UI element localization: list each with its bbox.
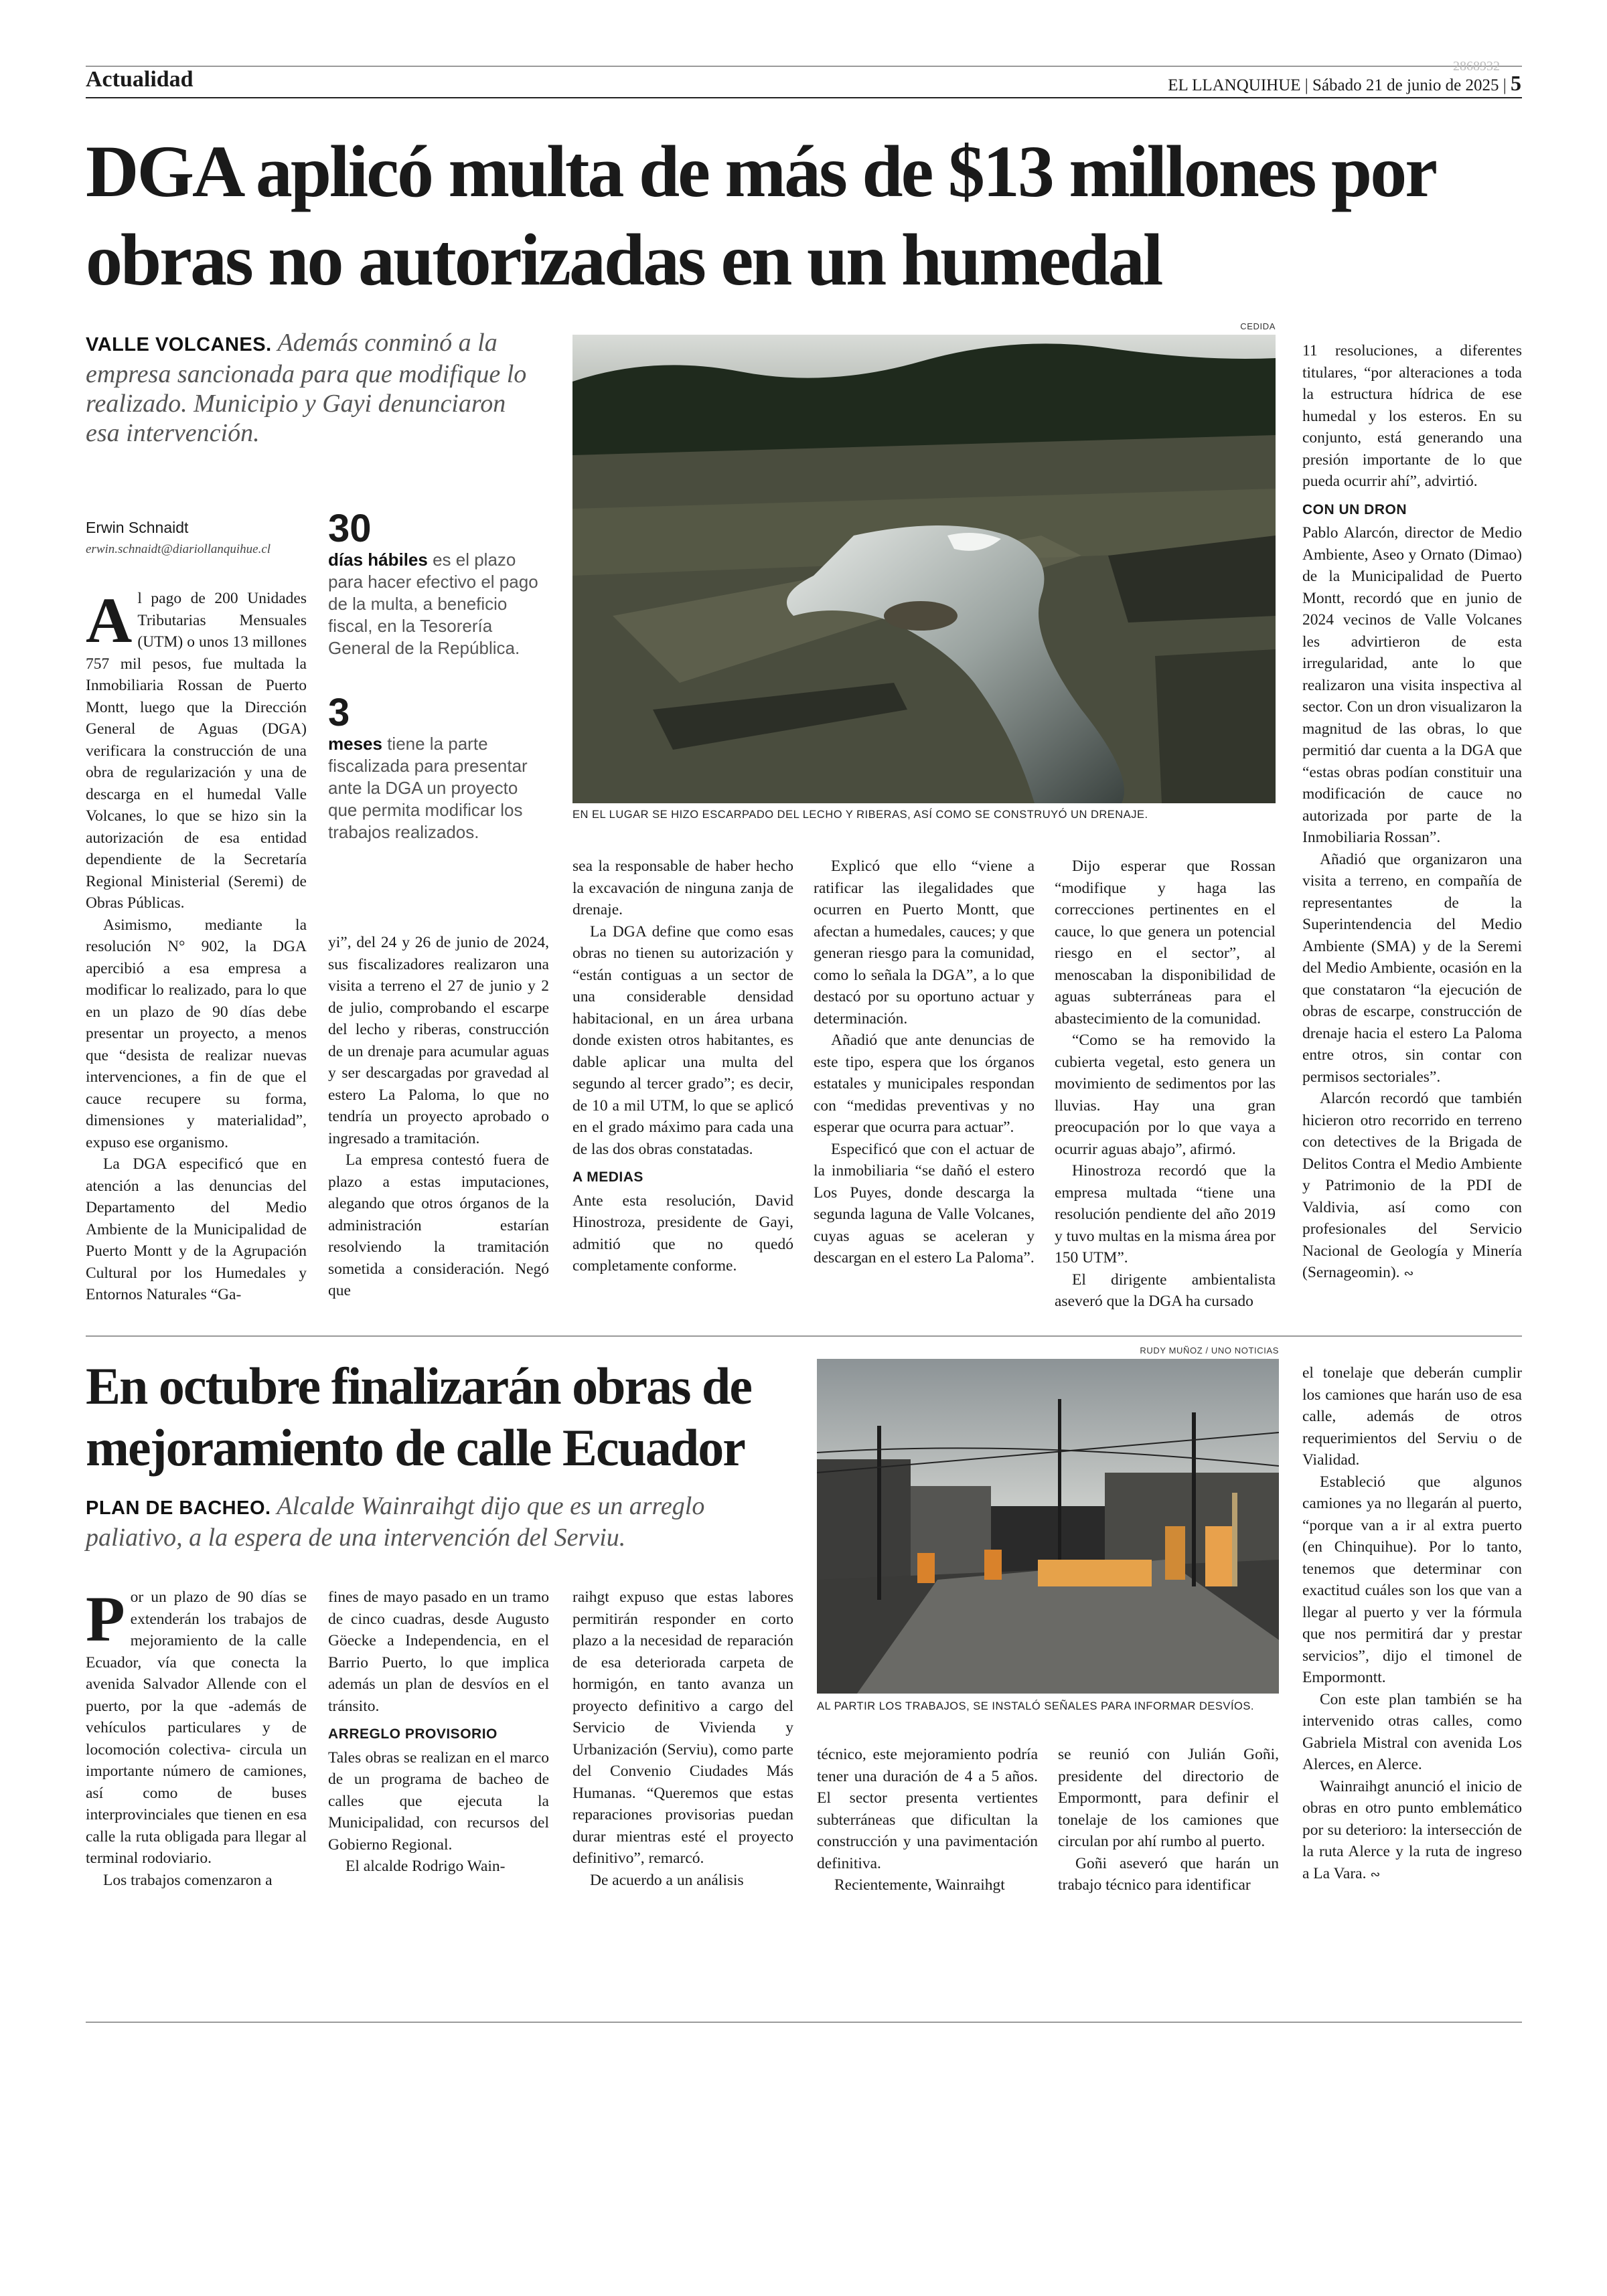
a1c4-p1: Explicó que ello “viene a ratificar las ilegalidades que ocurren en Puerto Montt, que afectan a humedales, cauces; y que generan riesgo para la comunidad, como lo señala la DGA”, a lo que destacó por su oportuno actuar y determinación. [814,857,1035,1028]
wetland-image [572,335,1276,803]
masthead: EL LLANQUIHUE [1168,76,1301,94]
photo-credit-2: RUDY MUÑOZ / UNO NOTICIAS [1140,1345,1279,1356]
deck-tag-2: PLAN DE BACHEO. [86,1497,271,1519]
a1c2-p1: yi”, del 24 y 26 de junio de 2024, sus fiscalizadores realizaron una visita a terreno el 27 de junio y 2 de julio, comprobando el escarpe del lecho y riberas, construcción de un drenaje para acumular aguas y ser descargadas por gravedad al estero La Paloma, lo que no tendría un proyecto aprobado o ingresado a tramitación. [328,934,549,1147]
a1c5-p1: Dijo esperar que Rossan “modifique y haga las correcciones pertinentes en el cauce, lo que genera un potencial riesgo en el sector”, al menoscaban la disponibilidad de aguas subterráneas para el abastecimiento de la comunidad. [1055,857,1276,1028]
article2-col-2 [328,1586,549,1878]
fact-bold-1: días hábiles [328,550,428,570]
section-label: Actualidad [86,67,194,92]
a2c2-p3: El alcalde Rodrigo Wain- [346,1858,506,1875]
fact-text-1 [328,549,549,659]
article-divider [86,1335,1522,1337]
deck-2 [86,1491,795,1552]
deck-text-1: Además conminó a la empresa sancionada para que modifique lo realizado. Municipio y Gayi denunciaron esa intervención. [86,329,527,447]
article1-col-1 [86,584,307,1306]
dropcap-p: P [86,1583,125,1655]
a2c5-p1: se reunió con Julián Goñi, presidente del directorio de Empormontt, para definir el tonelaje de los camiones que circulan por ahí rumbo al puerto. [1058,1746,1279,1850]
deck-tag-1: VALLE VOLCANES. [86,334,272,355]
a1c2-p2: La empresa contestó fuera de plazo a estas imputaciones, alegando que otros órganos de la administración estarían resolviendo la tramitación sometida a consideración. Negó que [328,1151,549,1299]
street-image [817,1359,1279,1694]
fact-box [328,509,549,843]
a1c6-p4 [1302,1088,1522,1285]
top-rule [86,66,1522,67]
subhead-arreglo-provisorio: ARREGLO PROVISORIO [328,1726,498,1742]
fact-desc-2: tiene la parte fiscalizada para presentar ante la DGA un proyecto que permita modificar los trabajos realizados. [328,734,528,842]
a1c1-p1: l pago de 200 Unidades Tributarias Mensuales (UTM) o unos 13 millones 757 mil pesos, fue multada la Inmobiliaria Rossan de Puerto Montt, luego que la Dirección General de Aguas (DGA) verificara la construcción de una obra de regularización y una de descarga en el humedal Valle Volcanes, lo que se hizo sin la autorización de esa entidad dependiente de la Secretaría Regional Ministerial (Seremi) de Obras Públicas. [86,590,307,912]
a1c6-p1: 11 resoluciones, a diferentes titulares, “por alteraciones a toda la estructura hídrica de ese humedal y los esteros. En su conjunto, está generando una presión importante de lo que pueda ocurrir ahí”, advirtió. [1302,342,1522,490]
a1c1-p3: La DGA especificó que en atención a las denuncias del Departamento del Medio Ambiente de la Municipalidad de Puerto Montt y de la Agrupación Cultural por los Humedales y Entornos Naturales “Ga- [86,1155,307,1303]
a1c3-p3: Ante esta resolución, David Hinostroza, presidente de Gayi, admitió que no quedó completamente conforme. [572,1192,793,1275]
fact-desc-1: es el plazo para hacer efectivo el pago de la multa, a beneficio fiscal, en la Tesorería General de la República. [328,550,538,658]
a2c3-p2: De acuerdo a un análisis [590,1871,744,1889]
header-rule [86,97,1522,98]
a2c3-p1: raihgt expuso que estas labores permitirán responder en corto plazo a la necesidad de reparación de esa deteriorada carpeta de hormigón, en tanto avanza un proyecto definitivo a cargo del Servicio de Vivienda y Urbanización (Serviu), como parte del Convenio Ciudades Más Humanas. “Queremos que estas reparaciones provisorias puedan durar mientras esté el proyecto definitivo”, remarcó. [572,1588,793,1867]
a1c5-p2: “Como se ha removido la cubierta vegetal, esto genera un movimiento de sedimentos por las lluvias. Hay una gran preocupación por lo que vaya a ocurrir aguas abajo”, afirmó. [1055,1032,1276,1158]
photo-caption-1: EN EL LUGAR SE HIZO ESCARPADO DEL LECHO Y RIBERAS, ASÍ COMO SE CONSTRUYÓ UN DRENAJE. [572,809,1148,821]
a2c1-p1: or un plazo de 90 días se extenderán los trabajos de mejoramiento de la calle Ecuador, vía que conecta la avenida Salvador Allende con el puerto, por la que -además de vehículos particulares y de locomoción colectiva- circula un importante número de camiones, así como de buses interprovinciales que tienen en esa calle la ruta obligada para llegar al terminal rodoviario. [86,1588,307,1867]
issue-date: Sábado 21 de junio de 2025 [1312,76,1499,94]
a1c6-p3: Añadió que organizaron una visita a terreno, en compañía de representantes de la Superintendencia del Medio Ambiente (SMA) y de la Seremi del Medio Ambiente, ocasión en la que constataron “la ejecución de obras de escarpe, construcción de drenaje hacia el estero La Paloma entre otros, sin contar con permisos sectoriales”. [1302,850,1522,1086]
deck-text-2: Alcalde Wainraihgt dijo que es un arreglo paliativo, a la espera de una intervención del Serviu. [86,1492,705,1552]
dropcap-a: A [86,584,133,656]
a2c4-p2: Recientemente, Wainraihgt [834,1876,1005,1894]
a1c6-p4-text: Alarcón recordó que también hicieron otro recorrido en terreno con detectives de la Brigada de Delitos Contra el Medio Ambiente y Patrimonio de la PDI de Valdivia, así como con profesionales del Servicio Nacional de Geología y Minería (Sernageomin). [1302,1090,1522,1281]
author-email: erwin.schnaidt@diariollanquihue.cl [86,542,271,556]
article1-col-2 [328,932,549,1302]
photo-wetland [572,335,1276,803]
a1c3-p2: La DGA define que como esas obras no tienen su autorización y “están contiguas a un sector de una considerable densidad habitacional, en un área urbana donde existen otros habitantes, es dable aplicar una multa del segundo al tercer grado”; es decir, de 10 a mil UTM, lo que se aplicó en el grado máximo para cada una de las dos obras constatadas. [572,922,793,1158]
fact-number-2: 3 [328,691,350,734]
fact-number-1: 30 [328,507,372,550]
photo-caption-2: AL PARTIR LOS TRABAJOS, SE INSTALÓ SEÑALES PARA INFORMAR DESVÍOS. [817,1700,1254,1712]
article1-col-3 [572,855,793,1277]
article1-col-5 [1055,855,1276,1313]
photo-street [817,1359,1279,1694]
a2c6-p3: Con este plan también se ha intervenido otras calles, como Gabriela Mistral con avenida Los Alerces, en Alerce. [1302,1690,1522,1773]
a1c4-p2: Añadió que ante denuncias de este tipo, espera que los órganos estatales y municipales respondan con “medidas preventivas y no esperar que ocurra para actuar”. [814,1032,1035,1136]
headline-1: DGA aplicó multa de más de $13 millones por obras no autorizadas en un humedal [86,131,1435,301]
deck-1 [86,328,541,448]
article2-col-4 [817,1744,1038,1896]
article1-col-6 [1302,340,1522,1285]
author-name: Erwin Schnaidt [86,519,189,536]
a2c6-p2: Estableció que algunos camiones ya no llegarán al puerto, “porque van a ir al extra puerto (en Chinquihue). Por lo tanto, tenemos que determinar con exactitud cuáles son los que van a llegar al puerto y ver la fórmula que nos permitirá dar y prestar servicios”, dijo el timonel de Empormontt. [1302,1473,1522,1686]
end-mark-icon: ∾ [1370,1867,1381,1882]
a2c6-p1: el tonelaje que deberán cumplir los camiones que harán uso de esa calle, además de otros requerimientos del Serviu o de Vialidad. [1302,1364,1522,1469]
fact-bold-2: meses [328,734,382,754]
page-number: 5 [1511,71,1521,95]
a2c5-p2: Goñi aseveró que harán un trabajo técnico para identificar [1058,1854,1279,1894]
a1c4-p3: Especificó que con el actuar de la inmobiliaria “se dañó el estero Los Puyes, donde descarga la segunda laguna de Valle Volcanes, cuyas aguas se aceleran y descargan en el estero La Paloma”. [814,1140,1035,1266]
a1c6-p2: Pablo Alarcón, director de Medio Ambiente, Aseo y Ornato (Dimao) de la Municipalidad de Puerto Montt, recordó que en junio de 2024 vecinos de Valle Volcanes les advirtieron de esta irregularidad, ante lo que realizaron una visita inspectiva al sector. Con un dron visualizaron la magnitud de las obras, lo que permitió dar cuenta a la DGA que “estas obras podían constituir una modificación de cauce no autorizada por parte de la Inmobiliaria Rossan”. [1302,524,1522,846]
article2-col-5 [1058,1744,1279,1896]
a2c4-p1: técnico, este mejoramiento podría tener una duración de 4 a 5 años. El sector presenta vertientes subterráneas que dificultan la construcción y una pavimentación definitiva. [817,1746,1038,1872]
article2-col-6 [1302,1362,1522,1886]
a1c1-p2: Asimismo, mediante la resolución N° 902, la DGA apercibió a esa empresa a modificar lo realizado, para lo que en un plazo de 90 días debe presentar un proyecto, a menos que “desista de realizar nuevas intervenciones, a fin de que el cauce recupere su forma, dimensiones y materialidad”, expuso ese organismo. [86,916,307,1151]
fact-text-2 [328,733,549,843]
a1c5-p4: El dirigente ambientalista aseveró que la DGA ha cursado [1055,1270,1276,1310]
headline-2: En octubre finalizarán obras de mejoramiento de calle Ecuador [86,1357,751,1477]
bottom-rule [86,2022,1522,2023]
article2-col-3 [572,1586,793,1891]
a2c6-p4-text: Wainraihgt anunció el inicio de obras en otro punto emblemático por su deterioro: la intersección de la ruta Alerce y la ruta de ingreso a La Vara. [1302,1777,1522,1882]
article1-col-4 [814,855,1035,1269]
photo-credit-1: CEDIDA [1240,321,1276,331]
end-mark-icon: ∾ [1403,1266,1414,1281]
article2-col-1 [86,1583,307,1891]
a1c5-p3: Hinostroza recordó que la empresa multada “tiene una resolución pendiente del año 2019 y tuvo multas en la misma área por 150 UTM”. [1055,1162,1276,1266]
a1c3-p1: sea la responsable de haber hecho la excavación de ninguna zanja de drenaje. [572,857,793,918]
subhead-a-medias: A MEDIAS [572,1169,643,1185]
a2c6-p4 [1302,1776,1522,1886]
a2c2-p1: fines de mayo pasado en un tramo de cinco cuadras, desde Augusto Göecke a Independencia, en el Barrio Puerto, lo que implica además un plan de desvíos en el tránsito. [328,1588,549,1715]
a2c1-p2: Los trabajos comenzaron a [103,1871,273,1889]
id-mark: 2868932 [1453,59,1500,74]
subhead-con-un-dron: CON UN DRON [1302,501,1407,517]
a2c2-p2: Tales obras se realizan en el marco de un programa de bacheo de calles que ejecuta la Municipalidad, con recursos del Gobierno Regional. [328,1748,549,1854]
masthead-line: EL LLANQUIHUE | Sábado 21 de junio de 2025 | 5 [1168,71,1521,95]
